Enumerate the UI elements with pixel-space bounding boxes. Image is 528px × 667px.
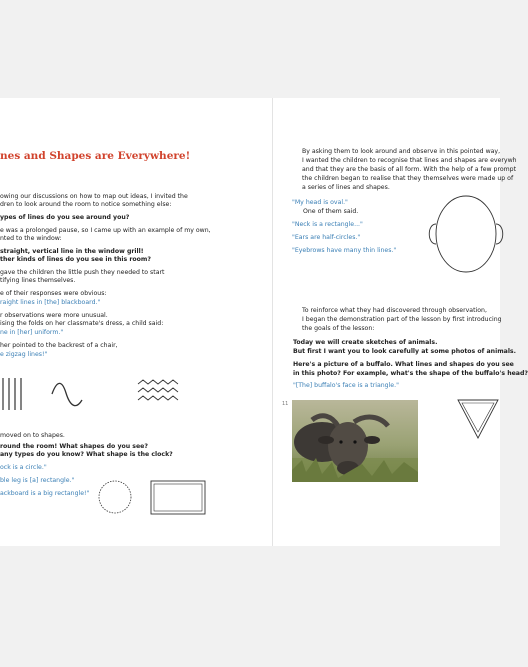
zigzag-lines-sketch <box>138 380 182 410</box>
prompt-question: round the room! What shapes do you see? <box>0 443 148 450</box>
head-oval-sketch <box>426 194 500 276</box>
prompt-question: in this photo? For example, what's the shape of the buffalo's head? <box>293 370 528 377</box>
body-text: nted to the window: <box>0 235 62 242</box>
body-text: By asking them to look around and observe in this pointed way, <box>302 148 501 155</box>
body-text: e was a prolonged pause, so I came up with an example of my own, <box>0 227 211 234</box>
body-text: her pointed to the backrest of a chair, <box>0 342 118 349</box>
body-text: tifying lines themselves. <box>0 277 76 284</box>
child-quote: "[The] buffalo's face is a triangle." <box>293 382 399 389</box>
child-quote: e zigzag lines!" <box>0 351 48 358</box>
body-text: moved on to shapes. <box>0 432 65 439</box>
body-text: a series of lines and shapes. <box>302 184 390 191</box>
child-quote: "Eyebrows have many thin lines." <box>292 247 397 254</box>
body-text: the children began to realise that they themselves were made up of <box>302 175 514 182</box>
body-text: ising the folds on her classmate's dress, a child said: <box>0 320 164 327</box>
child-quote: "Neck is a rectangle..." <box>292 221 363 228</box>
prompt-question: ther kinds of lines do you see in this room? <box>0 256 151 263</box>
child-quote: raight lines in [the] blackboard." <box>0 299 101 306</box>
body-text: One of them said. <box>303 208 359 215</box>
page-gutter <box>272 98 273 546</box>
page-number: 11 <box>282 401 289 407</box>
body-text: e of their responses were obvious: <box>0 290 107 297</box>
child-quote: ne in [her] uniform." <box>0 329 64 336</box>
prompt-question: straight, vertical line in the window grill! <box>0 248 144 255</box>
body-text: dren to look around the room to notice something else: <box>0 201 172 208</box>
body-text: the goals of the lesson: <box>302 325 375 332</box>
child-quote: ble leg is [a] rectangle." <box>0 477 75 484</box>
child-quote: "My head is oval." <box>292 199 348 206</box>
body-text: gave the children the little push they needed to start <box>0 269 165 276</box>
prompt-question: ypes of lines do you see around you? <box>0 214 130 221</box>
prompt-question: any types do you know? What shape is the clock? <box>0 451 173 458</box>
clock-circle-sketch <box>98 480 134 516</box>
wavy-line-sketch <box>50 380 86 414</box>
prompt-question: Here's a picture of a buffalo. What lines and shapes do you see <box>293 361 514 368</box>
body-text: I wanted the children to recognise that lines and shapes are everywh <box>302 157 517 164</box>
section-title: nes and Shapes are Everywhere! <box>0 150 191 162</box>
child-quote: ackboard is a big rectangle!" <box>0 490 90 497</box>
prompt-question: Today we will create sketches of animals. <box>293 339 438 346</box>
body-text: I began the demonstration part of the lesson by first introducing <box>302 316 502 323</box>
child-quote: "Ears are half-circles." <box>292 234 361 241</box>
triangle-head-sketch <box>456 398 500 442</box>
straight-lines-sketch <box>0 376 30 416</box>
book-spread <box>0 98 528 546</box>
blackboard-rectangle-sketch <box>150 480 208 516</box>
body-text: and that they are the basis of all form. With the help of a few prompt <box>302 166 517 173</box>
body-text: owing our discussions on how to map out ideas, I invited the <box>0 193 188 200</box>
child-quote: ock is a circle." <box>0 464 47 471</box>
body-text: r observations were more unusual. <box>0 312 108 319</box>
body-text: To reinforce what they had discovered through observation, <box>302 307 487 314</box>
buffalo-photo <box>292 400 418 482</box>
prompt-question: But first I want you to look carefully at some photos of animals. <box>293 348 516 355</box>
